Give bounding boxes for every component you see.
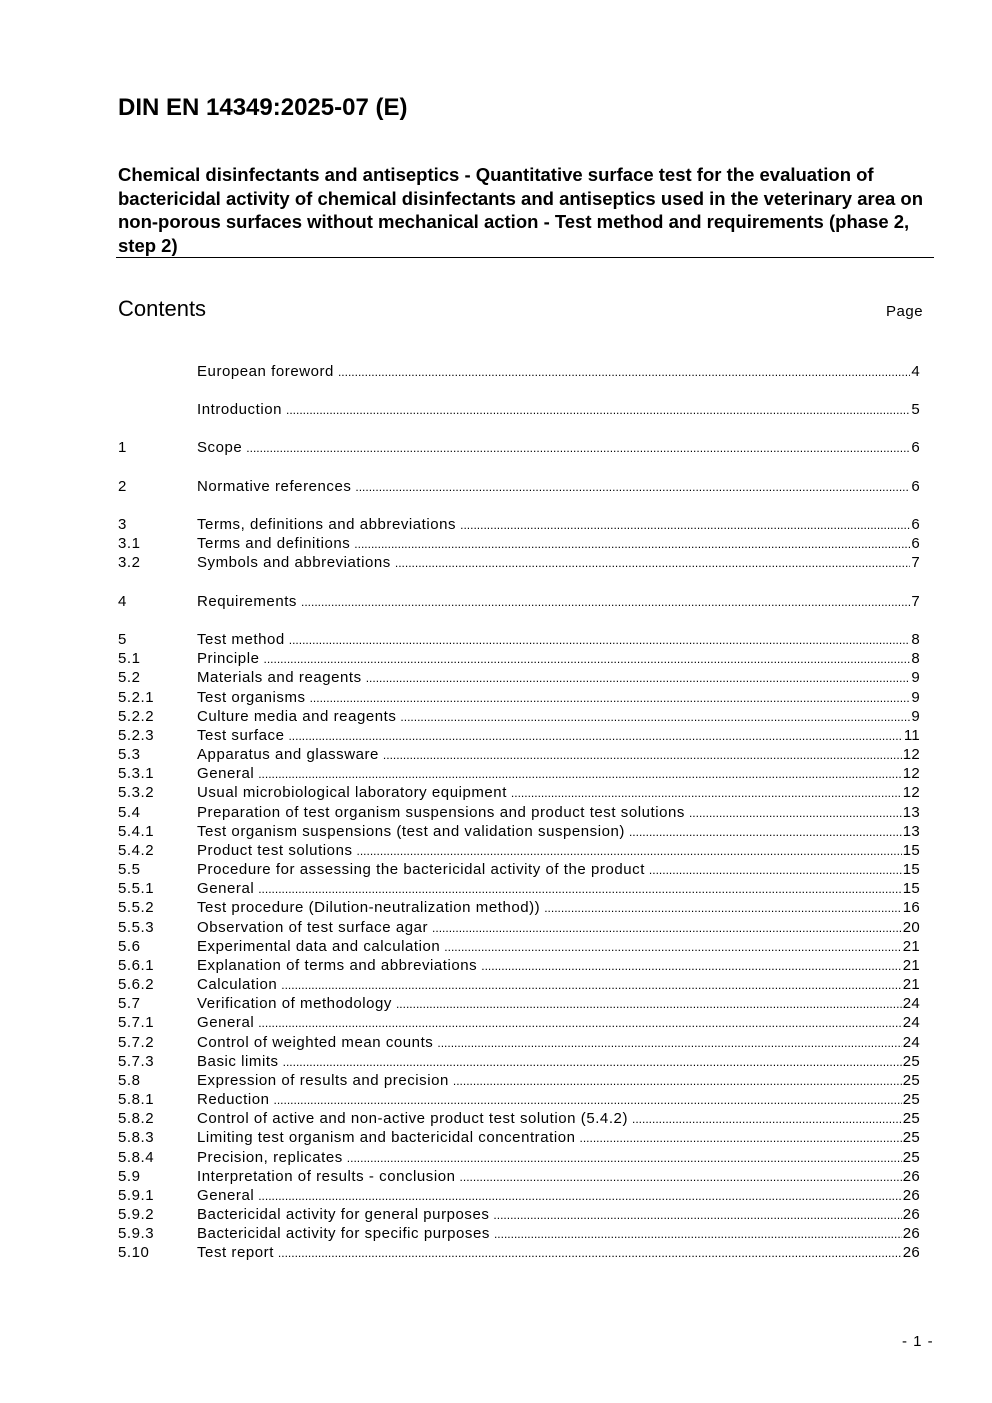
toc-dot-leader — [395, 554, 910, 573]
toc-entry-page: 13 — [902, 804, 920, 821]
toc-entry-number: 5.5.1 — [118, 880, 155, 897]
toc-entry[interactable] — [118, 822, 920, 841]
toc-entry-number: 5.8.2 — [118, 1110, 155, 1127]
toc-entry-title: Usual microbiological laboratory equipment — [197, 784, 507, 801]
toc-dot-leader — [289, 631, 911, 650]
toc-entry-page: 11 — [903, 727, 920, 744]
toc-entry-number: 2 — [118, 478, 127, 495]
toc-dot-leader — [278, 1244, 902, 1263]
toc-dot-leader — [460, 516, 910, 535]
toc-entry-page: 25 — [902, 1091, 920, 1108]
toc-dot-leader — [453, 1072, 902, 1091]
toc-entry-page: 25 — [902, 1072, 920, 1089]
toc-entry-number: 5.8.3 — [118, 1129, 155, 1146]
toc-dot-leader — [444, 938, 901, 957]
toc-dot-leader — [649, 861, 902, 880]
toc-entry-page: 26 — [902, 1168, 920, 1185]
toc-entry-title: Requirements — [197, 593, 297, 610]
toc-entry[interactable] — [118, 1033, 920, 1052]
toc-entry-number: 5.6.2 — [118, 976, 155, 993]
toc-entry[interactable] — [118, 1109, 920, 1128]
toc-entry[interactable] — [118, 1148, 920, 1167]
toc-entry-number: 5.7 — [118, 995, 141, 1012]
toc-entry-title: Basic limits — [197, 1053, 279, 1070]
toc-entry-page: 25 — [902, 1129, 920, 1146]
toc-dot-leader — [580, 1129, 902, 1148]
toc-entry-title: Symbols and abbreviations — [197, 554, 391, 571]
toc-entry[interactable] — [118, 994, 920, 1013]
toc-entry-page: 13 — [902, 823, 920, 840]
toc-entry-title: European foreword — [197, 363, 334, 380]
toc-entry-number: 3 — [118, 516, 127, 533]
toc-entry-page: 21 — [902, 976, 920, 993]
toc-entry-page: 26 — [902, 1244, 920, 1261]
toc-entry-page: 21 — [902, 938, 920, 955]
toc-entry-number: 5.3.2 — [118, 784, 155, 801]
toc-entry[interactable] — [118, 918, 920, 937]
toc-dot-leader — [366, 669, 911, 688]
toc-entry-page: 25 — [902, 1110, 920, 1127]
toc-entry[interactable] — [118, 1013, 920, 1032]
toc-entry-page: 26 — [902, 1225, 920, 1242]
toc-entry-number: 5.9 — [118, 1168, 141, 1185]
toc-entry[interactable] — [118, 803, 920, 822]
toc-entry-number: 5.9.2 — [118, 1206, 155, 1223]
toc-entry[interactable] — [118, 1205, 920, 1224]
page-column-label: Page — [886, 303, 924, 320]
toc-entry-page: 6 — [911, 439, 920, 456]
toc-entry-number: 5.9.3 — [118, 1225, 155, 1242]
toc-dot-leader — [494, 1225, 902, 1244]
toc-entry-number: 5.2.3 — [118, 727, 155, 744]
toc-dot-leader — [511, 784, 902, 803]
toc-entry-page: 26 — [902, 1206, 920, 1223]
toc-entry-title: Test procedure (Dilution-neutralization method)) — [197, 899, 541, 916]
toc-entry[interactable] — [118, 898, 920, 917]
toc-dot-leader — [258, 765, 901, 784]
toc-entry-title: Observation of test surface agar — [197, 919, 429, 936]
toc-entry-number: 5.6 — [118, 938, 141, 955]
toc-entry[interactable] — [118, 956, 920, 975]
toc-entry-title: Test surface — [197, 727, 285, 744]
toc-entry-number: 5.5.2 — [118, 899, 155, 916]
document-id: DIN EN 14349:2025-07 (E) — [118, 94, 408, 121]
toc-entry-title: General — [197, 880, 255, 897]
contents-heading: Contents — [118, 296, 207, 321]
toc-entry-page: 7 — [911, 593, 920, 610]
toc-entry-page: 25 — [902, 1149, 920, 1166]
toc-dot-leader — [258, 1014, 901, 1033]
toc-entry[interactable] — [118, 975, 920, 994]
toc-dot-leader — [274, 1091, 902, 1110]
toc-entry-page: 8 — [911, 631, 920, 648]
toc-entry-title: Materials and reagents — [197, 669, 362, 686]
toc-entry-page: 20 — [902, 919, 920, 936]
toc-entry-title: Principle — [197, 650, 260, 667]
toc-entry-title: Preparation of test organism suspensions and product test solutions — [197, 804, 685, 821]
toc-entry-page: 26 — [902, 1187, 920, 1204]
toc-entry-title: Bactericidal activity for specific purposes — [197, 1225, 490, 1242]
toc-entry-title: Terms, definitions and abbreviations — [197, 516, 457, 533]
toc-entry-title: Calculation — [197, 976, 278, 993]
toc-entry[interactable] — [118, 1186, 920, 1205]
title-divider — [116, 257, 934, 258]
toc-entry-page: 6 — [911, 535, 920, 552]
toc-entry-title: Test organisms — [197, 689, 306, 706]
toc-dot-leader — [437, 1034, 901, 1053]
toc-entry-number: 5.1 — [118, 650, 141, 667]
toc-entry-number: 5.5 — [118, 861, 141, 878]
toc-entry-number: 5.10 — [118, 1244, 150, 1261]
toc-entry-number: 3.2 — [118, 554, 141, 571]
toc-entry-title: Test report — [197, 1244, 274, 1261]
toc-dot-leader — [383, 746, 902, 765]
toc-entry[interactable] — [118, 1243, 920, 1262]
toc-entry[interactable] — [118, 841, 920, 860]
toc-entry-title: General — [197, 1187, 255, 1204]
toc-dot-leader — [258, 1187, 901, 1206]
toc-entry[interactable] — [118, 1128, 920, 1147]
toc-dot-leader — [396, 995, 902, 1014]
toc-entry[interactable] — [118, 783, 920, 802]
toc-entry-number: 5.4 — [118, 804, 141, 821]
toc-entry[interactable] — [118, 400, 920, 419]
toc-entry-page: 21 — [902, 957, 920, 974]
toc-entry-number: 5.8.4 — [118, 1149, 155, 1166]
toc-entry-number: 5.9.1 — [118, 1187, 155, 1204]
toc-entry-page: 24 — [902, 995, 920, 1012]
toc-dot-leader — [301, 593, 910, 612]
toc-dot-leader — [400, 708, 910, 727]
toc-dot-leader — [283, 1053, 902, 1072]
toc-entry[interactable] — [118, 764, 920, 783]
toc-dot-leader — [286, 401, 910, 420]
toc-entry[interactable] — [118, 860, 920, 879]
toc-dot-leader — [460, 1168, 902, 1187]
toc-entry-title: Interpretation of results - conclusion — [197, 1168, 456, 1185]
toc-entry[interactable] — [118, 534, 920, 553]
toc-entry-number: 5.7.2 — [118, 1034, 155, 1051]
toc-entry-title: Limiting test organism and bactericidal concentration — [197, 1129, 576, 1146]
toc-entry-number: 5.8 — [118, 1072, 141, 1089]
toc-entry[interactable] — [118, 688, 920, 707]
toc-entry[interactable] — [118, 937, 920, 956]
toc-entry-number: 5.7.3 — [118, 1053, 155, 1070]
toc-entry-page: 6 — [911, 478, 920, 495]
toc-entry-title: Bactericidal activity for general purposes — [197, 1206, 490, 1223]
toc-entry-page: 16 — [902, 899, 920, 916]
toc-dot-leader — [338, 363, 910, 382]
toc-entry-page: 4 — [911, 363, 920, 380]
toc-entry[interactable] — [118, 707, 920, 726]
toc-dot-leader — [357, 842, 902, 861]
toc-dot-leader — [288, 727, 902, 746]
toc-dot-leader — [481, 957, 901, 976]
toc-entry-number: 5.2 — [118, 669, 141, 686]
toc-entry[interactable] — [118, 1052, 920, 1071]
toc-entry-page: 24 — [902, 1034, 920, 1051]
toc-dot-leader — [493, 1206, 901, 1225]
toc-dot-leader — [246, 439, 910, 458]
toc-entry-page: 12 — [902, 746, 920, 763]
toc-dot-leader — [310, 689, 911, 708]
toc-entry-title: Normative references — [197, 478, 352, 495]
toc-dot-leader — [354, 535, 910, 554]
toc-entry-title: General — [197, 1014, 255, 1031]
toc-entry-title: Expression of results and precision — [197, 1072, 449, 1089]
toc-entry-page: 25 — [902, 1053, 920, 1070]
toc-entry-page: 12 — [902, 784, 920, 801]
toc-entry-title: Scope — [197, 439, 243, 456]
toc-entry[interactable] — [118, 1224, 920, 1243]
toc-entry-page: 24 — [902, 1014, 920, 1031]
toc-entry[interactable] — [118, 592, 920, 611]
toc-entry[interactable] — [118, 438, 920, 457]
toc-entry[interactable] — [118, 649, 920, 668]
toc-entry-number: 5.3.1 — [118, 765, 155, 782]
toc-entry[interactable] — [118, 745, 920, 764]
toc-entry-title: Reduction — [197, 1091, 270, 1108]
toc-entry[interactable] — [118, 726, 920, 745]
toc-entry[interactable] — [118, 1167, 920, 1186]
document-title: Chemical disinfectants and antiseptics - Quantitative surface test for the evaluation of bactericidal activity of chemical disinfectants and antiseptics used in the veterinary area on non-porous surfaces without mechanical action - Test method and requirements (phase 2, step 2) — [118, 164, 924, 256]
toc-entry-number: 5.6.1 — [118, 957, 155, 974]
toc-entry-number: 5.4.2 — [118, 842, 155, 859]
toc-entry-page: 12 — [902, 765, 920, 782]
toc-entry-page: 9 — [911, 708, 920, 725]
toc-entry-number: 5.5.3 — [118, 919, 155, 936]
toc-entry-page: 15 — [902, 842, 920, 859]
toc-entry-page: 9 — [911, 689, 920, 706]
toc-entry-title: Explanation of terms and abbreviations — [197, 957, 478, 974]
toc-entry-title: Experimental data and calculation — [197, 938, 441, 955]
toc-entry[interactable] — [118, 1090, 920, 1109]
toc-entry-title: Apparatus and glassware — [197, 746, 379, 763]
toc-entry-number: 5.2.1 — [118, 689, 155, 706]
toc-entry-title: Culture media and reagents — [197, 708, 397, 725]
toc-entry-page: 8 — [911, 650, 920, 667]
toc-entry[interactable] — [118, 879, 920, 898]
toc-entry-title: Terms and definitions — [197, 535, 351, 552]
toc-dot-leader — [629, 823, 902, 842]
toc-entry-title: Precision, replicates — [197, 1149, 343, 1166]
toc-entry-number: 5.3 — [118, 746, 141, 763]
toc-entry-number: 5 — [118, 631, 127, 648]
toc-entry-number: 1 — [118, 439, 127, 456]
toc-dot-leader — [632, 1110, 902, 1129]
toc-dot-leader — [281, 976, 901, 995]
footer-page-number: - 1 - — [902, 1333, 934, 1350]
toc-entry[interactable] — [118, 515, 920, 534]
toc-entry-title: Control of active and non-active product test solution (5.4.2) — [197, 1110, 628, 1127]
toc-entry-title: Verification of methodology — [197, 995, 392, 1012]
toc-entry-title: Test method — [197, 631, 285, 648]
toc-entry[interactable] — [118, 362, 920, 381]
toc-dot-leader — [689, 804, 902, 823]
toc-entry-title: Product test solutions — [197, 842, 353, 859]
toc-dot-leader — [263, 650, 910, 669]
toc-entry-title: Control of weighted mean counts — [197, 1034, 434, 1051]
toc-entry-title: General — [197, 765, 255, 782]
toc-entry-number: 5.2.2 — [118, 708, 155, 725]
toc-dot-leader — [544, 899, 901, 918]
toc-entry-page: 9 — [911, 669, 920, 686]
toc-entry-number: 3.1 — [118, 535, 141, 552]
toc-entry-page: 6 — [911, 516, 920, 533]
toc-entry-title: Introduction — [197, 401, 282, 418]
toc-entry-title: Procedure for assessing the bactericidal activity of the product — [197, 861, 645, 878]
toc-entry[interactable] — [118, 1071, 920, 1090]
toc-entry-page: 5 — [911, 401, 920, 418]
toc-entry-page: 15 — [902, 880, 920, 897]
toc-entry-number: 5.7.1 — [118, 1014, 155, 1031]
toc-entry[interactable] — [118, 477, 920, 496]
toc-dot-leader — [258, 880, 901, 899]
toc-entry-title: Test organism suspensions (test and validation suspension) — [197, 823, 625, 840]
toc-entry[interactable] — [118, 553, 920, 572]
toc-dot-leader — [347, 1149, 902, 1168]
toc-entry-number: 5.8.1 — [118, 1091, 155, 1108]
toc-dot-leader — [432, 919, 902, 938]
toc-entry-page: 7 — [911, 554, 920, 571]
toc-dot-leader — [355, 478, 910, 497]
toc-entry-number: 4 — [118, 593, 127, 610]
toc-entry[interactable] — [118, 668, 920, 687]
toc-entry-number: 5.4.1 — [118, 823, 155, 840]
toc-entry[interactable] — [118, 630, 920, 649]
toc-entry-page: 15 — [902, 861, 920, 878]
